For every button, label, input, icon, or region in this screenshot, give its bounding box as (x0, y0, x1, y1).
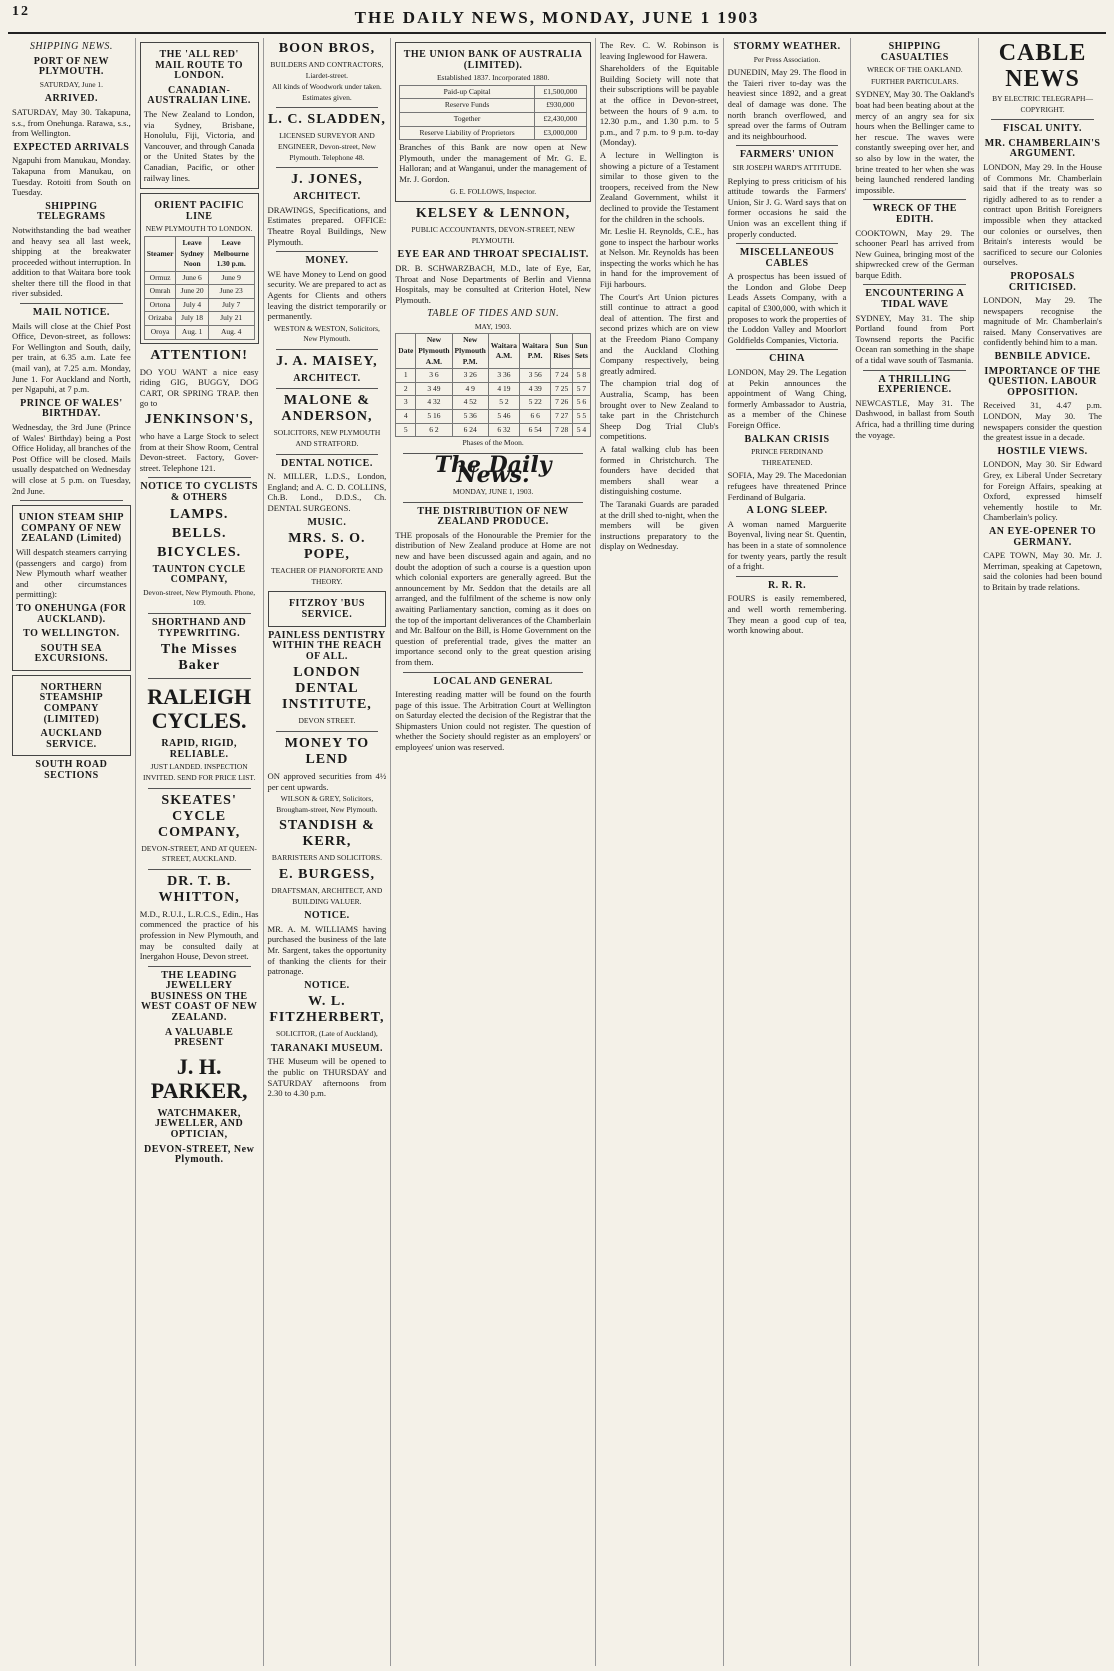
attention-heading: ATTENTION! (150, 347, 248, 363)
divider (863, 284, 966, 285)
table-cell: 5 36 (452, 410, 488, 424)
table-cell: 5 22 (520, 396, 551, 410)
column-local-news (596, 38, 724, 1666)
divider (403, 672, 583, 673)
orient-heading: ORIENT PACIFIC LINE (154, 200, 244, 222)
table-row (144, 312, 254, 326)
cable-subheading: BY ELECTRIC TELEGRAPH—COPYRIGHT. (992, 94, 1093, 114)
baker-name: The Misses Baker (160, 642, 238, 674)
table-row (144, 298, 254, 312)
table-cell: June 6 (176, 271, 208, 285)
table-cell: 6 54 (520, 423, 551, 437)
divider (148, 613, 251, 614)
skeates-heading: SKEATES' CYCLE COMPANY, (158, 792, 241, 840)
raleigh-heading: RALEIGH CYCLES. (147, 684, 252, 734)
table-cell: 7 28 (551, 423, 573, 437)
local-text: Interesting reading matter will be found on the fourth page of this issue. The Arbitration Court at Wellington on Saturday elected the decision of the Registrar that the Shipmasters Union could not register. The question of whether the Society should register as an employers' or employees' union was reserved. (395, 689, 591, 753)
divider (276, 251, 379, 252)
allred-heading: THE 'ALL RED' MAIL ROUTE TO LONDON. (155, 49, 244, 82)
dental-heading: DENTAL NOTICE. (280, 457, 373, 469)
burgess-subheading: DRAFTSMAN, ARCHITECT, AND BUILDING VALUER. (271, 885, 383, 906)
balkan-subheading: PRINCE FERDINAND THREATENED. (751, 447, 823, 467)
benbile-heading: BENBILE ADVICE. (994, 351, 1091, 363)
usc-text: Will despatch steamers carrying (passengers and cargo) from New Plymouth wharf weather and other circumstances permitting): (16, 546, 127, 600)
table-cell: 5 7 (572, 382, 590, 396)
tides-table (395, 333, 591, 437)
standish-name: STANDISH & KERR, (279, 818, 375, 850)
kelsey-subheading: PUBLIC ACCOUNTANTS, DEVON-STREET, NEW PLYMOUTH. (411, 225, 575, 245)
table-cell: Orizaba (144, 312, 176, 326)
table-header-cell: Waitara P.M. (520, 334, 551, 369)
sladden-subheading: LICENSED SURVEYOR AND ENGINEER, Devon-street, New Plymouth. Telephone 48. (277, 131, 376, 162)
farmers-text: Replying to press criticism of his attitude towards the Farmers' Union, Sir J. G. Ward says that on former occasions he said the Union was an excellent thing if properly conducted. (727, 175, 847, 239)
daily-news-masthead: The Daily News. (434, 451, 552, 489)
boon-subheading: BUILDERS AND CONTRACTORS, Liardet-street. (270, 60, 384, 80)
divider (736, 576, 839, 577)
table-cell: £1,500,000 (534, 85, 586, 99)
fitzroy-advert (268, 591, 387, 626)
table-cell: Ormuz (144, 271, 176, 285)
mail-heading: MAIL NOTICE. (32, 307, 110, 319)
table-cell: £3,000,000 (534, 126, 586, 140)
table-row (400, 112, 587, 126)
expected-text: Ngapuhi from Manukau, Monday. Takapuna from Manukau, on Tuesday. Rotoiti from South on Tuesday. (12, 155, 131, 198)
table-cell: 6 24 (452, 423, 488, 437)
raleigh-subheading: RAPID, RIGID, RELIABLE. (161, 738, 237, 760)
divider (20, 500, 123, 501)
nsco-subheading: AUCKLAND SERVICE. (40, 728, 103, 750)
bank-heading: THE UNION BANK OF AUSTRALIA (LIMITED). (403, 49, 583, 71)
maisey-name: J. A. MAISEY, (276, 353, 378, 369)
table-cell: Aug. 1 (176, 326, 208, 340)
allred-text: The New Zealand to London, via Sydney, Brisbane, Honolulu, Fiji, Victoria, and Vancouver, and through Canada or the United States by the Canadian, Pacific, or other railway lines. (143, 108, 255, 183)
proposals-heading: PROPOSALS CRITICISED. (1008, 270, 1077, 293)
divider (276, 731, 379, 732)
table-cell: July 7 (208, 298, 254, 312)
burgess-name: E. BURGESS, (278, 866, 376, 882)
cyclists-heading: NOTICE TO CYCLISTS & OTHERS (140, 481, 258, 503)
table-row (396, 369, 591, 383)
divider (991, 119, 1094, 120)
jones-subheading: ARCHITECT. (293, 191, 361, 203)
orient-sailings-table (144, 236, 255, 340)
column-shipping (8, 38, 136, 1666)
tidal-text: SYDNEY, May 31. The ship Portland found from Port Townsend reports the Pacific Ocean ran something in the shape of a tidal wave south of Tasmania. (855, 312, 975, 366)
divider (276, 167, 379, 168)
nsco-advert (12, 675, 131, 757)
bank-signature: G. E. FOLLOWS, Inspector. (450, 186, 537, 196)
expected-heading: EXPECTED ARRIVALS (13, 141, 130, 153)
table-cell: Together (400, 112, 535, 126)
port-heading: PORT OF NEW PLYMOUTH. (33, 55, 109, 78)
kelsey-name: KELSEY & LENNON, (415, 206, 571, 222)
table-cell: 5 46 (488, 410, 519, 424)
table-cell: 4 52 (452, 396, 488, 410)
casualties-heading: SHIPPING CASUALTIES (880, 41, 949, 63)
leader-heading: THE DISTRIBUTION OF NEW ZEALAND PRODUCE. (417, 505, 569, 528)
notice1-text: MR. A. M. WILLIAMS having purchased the business of the late Mr. Sargent, takes the opportunity of thanking the clients for their patronage. (267, 923, 387, 977)
table-cell: 4 9 (452, 382, 488, 396)
rrr-text: FOURS is easily remembered, and well worth remembering. They mean a good cup of tea, worth knowing about. (727, 593, 847, 636)
table-row (400, 85, 587, 99)
fiscal-heading: FISCAL UNITY. (1003, 123, 1083, 135)
table-cell: 6 32 (488, 423, 519, 437)
divider (736, 349, 839, 350)
table-cell: Oroya (144, 326, 176, 340)
south-road-heading: SOUTH ROAD SECTIONS (35, 759, 108, 782)
argument-text: LONDON, May 29. In the House of Commons Mr. Chamberlain said that if the treaty was so rigidly adhered to as to render a contract upon British Foreigners impossible when they attacked our colonies or ourselves, then Britain's interests would be sacrificed to secure our Colonies ourselves. (983, 161, 1102, 268)
bank-advert (395, 42, 591, 202)
lend-heading: MONEY TO LEND (284, 735, 370, 767)
table-cell: 5 8 (572, 369, 590, 383)
divider (276, 349, 379, 350)
prince-heading: PRINCE OF WALES' BIRTHDAY. (20, 397, 123, 420)
stormy-text: DUNEDIN, May 29. The flood in the Taieri river to-day was the heaviest since 1892, and a great deal of damage was done. The north branch overflowed, and spread over the farms of Outram and its neighbourhood. (727, 67, 847, 141)
table-cell: 3 6 (416, 369, 452, 383)
telegrams-text: Notwithstanding the bad weather and heavy sea all last week, shipping at the breakwater proceeded without interruption. In addition to that Waitara bore took shelter there till the flood in that river subsided. (12, 224, 131, 299)
fitzherbert-subheading: SOLICITOR, (Late of Auckland), (276, 1029, 378, 1039)
stormy-heading: STORMY WEATHER. (733, 41, 841, 52)
table-cell: Paid-up Capital (400, 85, 535, 99)
germany-heading: AN EYE-OPENER TO GERMANY. (989, 525, 1097, 548)
news-paragraph: A fatal walking club has been formed in Christchurch. The founders have decided that members shall wear a distinguishing costume. (599, 443, 719, 497)
parker-address: DEVON-STREET, New Plymouth. (143, 1143, 255, 1166)
bank-subheading: Established 1837. Incorporated 1880. (436, 73, 550, 83)
farmers-heading: FARMERS' UNION (739, 149, 835, 161)
table-header-cell: Leave Sydney Noon (176, 236, 208, 271)
orient-advert (140, 193, 259, 344)
casualties-subheading-2: FURTHER PARTICULARS. (871, 76, 959, 86)
china-text: LONDON, May 29. The Legation at Pekin announces the appointment of Wang Ching, formerly Ambassador to Austria, as a member of the Chinese Foreign Office. (727, 367, 847, 430)
usc-heading: UNION STEAM SHIP COMPANY OF NEW ZEALAND (Limited) (18, 512, 124, 545)
anderson-subheading: SOLICITORS, NEW PLYMOUTH AND STRATFORD. (273, 428, 381, 449)
boon-name: BOON BROS, (278, 41, 376, 56)
divider (276, 388, 379, 389)
news-paragraph: Mr. Leslie H. Reynolds, C.E., has gone to inspect the harbour works at Nelson. Mr. Reynolds has been inspecting the works which he has in hand for the improvement of Fiji harbours. (599, 226, 719, 290)
london-dental-name: LONDON DENTAL INSTITUTE, (282, 665, 372, 713)
table-cell: Aug. 4 (208, 326, 254, 340)
divider (148, 678, 251, 679)
sleep-heading: A LONG SLEEP. (746, 505, 828, 517)
column-cable-news (979, 38, 1106, 1666)
table-cell: 6 2 (416, 423, 452, 437)
leader-text: THE proposals of the Honourable the Premier for the distribution of New Zealand produce at Home are not new and have been discussed again and again, and no doubt the adoption of such a course is a question upon which colonial exporters are generally agreed. But the announcement by Mr. Seddon that the details are all arranged, and the fulfilment of the scheme is now only awaiting Parliamentary sanction, coming as it does on the top of the important deliverances of the Chamberlain and Mr. Balfour on the Bill, is Home Government on the question of preferential trade, gives the matter an importance second only to the great question arising from them. (395, 529, 591, 667)
divider (20, 303, 123, 304)
lamps-heading: LAMPS. (169, 506, 229, 522)
news-paragraph: Shareholders of the Equitable Building Society will note that their subscriptions will be payable at the office in Devon-street, between the hours of 9 a.m. to 12.30 p.m., and 1.30 p.m. to 5 p.m., and 7 p.m. to 9 p.m. to-day (Monday). (599, 63, 719, 148)
wilson-signature: WILSON & GREY, Solicitors, Brougham-street, New Plymouth. (276, 794, 378, 814)
divider (863, 370, 966, 371)
column-adverts-1 (136, 38, 264, 1666)
hostile-heading: HOSTILE VIEWS. (997, 445, 1088, 457)
table-row (144, 285, 254, 299)
pope-name: MRS. S. O. POPE, (288, 531, 366, 563)
parker-name: J. H. PARKER, (150, 1053, 248, 1103)
table-row (396, 410, 591, 424)
eye-text: DR. B. SCHWARZBACH, M.D., late of Eye, Ear, Throat and Nose Departments of Berlin and Vienna Hospitals, may be consulted at Criterion Hotel, New Plymouth. (395, 262, 591, 305)
table-row (400, 126, 587, 140)
column-bank-tides-leader (391, 38, 596, 1666)
page-number: 12 (12, 4, 30, 19)
money-text: WE have Money to Lend on good security. We are prepared to act as Agents for Clients and others leaving the district temporarily or permanently. (267, 268, 387, 322)
news-paragraph: The Court's Art Union pictures still continue to attract a good deal of attention. The first and second prizes which are on view at the Freedom Piano Company and the Auckland Clothing Company respectively, being greatly admired. (599, 291, 719, 376)
jones-text: DRAWINGS, Specifications, and Estimates prepared. OFFICE: Theatre Royal Buildings, New Plymouth. (267, 204, 387, 247)
prince-text: Wednesday, the 3rd June (Prince of Wales' Birthday) being a Post Office Holiday, all branches of the Post Office will be closed. Mails usually despatched on Wednesday will close at 5 p.m. on Tuesday, 2nd June. (12, 422, 131, 496)
weston-signature: WESTON & WESTON, Solicitors, New Plymouth. (273, 323, 380, 344)
jenkinson-name: JENKINSON'S, (144, 412, 254, 428)
divider (148, 966, 251, 967)
divider (276, 107, 379, 108)
boon-text: All kinds of Woodwork under taken. Estimates given. (272, 82, 382, 102)
table-header-cell: Steamer (144, 236, 176, 271)
edith-text: COOKTOWN, May 29. The schooner Pearl has arrived from New Guinea, bringing most of the shipwrecked crew of the German barque Edith. (855, 227, 975, 280)
proposals-text: LONDON, May 29. The newspapers recognise the magnitude of Mr. Chamberlain's raised. Many Conservatives are confidently behind him to a man. (983, 295, 1102, 348)
edith-heading: WRECK OF THE EDITH. (872, 203, 957, 225)
table-cell: 7 27 (551, 410, 573, 424)
table-cell: 6 6 (520, 410, 551, 424)
table-header-cell: Date (396, 334, 416, 369)
column-adverts-2 (264, 38, 392, 1666)
fitzroy-heading: FITZROY 'BUS SERVICE. (288, 598, 365, 620)
tides-heading: TABLE OF TIDES AND SUN. (427, 308, 560, 320)
wellington-heading: TO WELLINGTON. (23, 628, 120, 640)
stormy-source: Per Press Association. (753, 54, 821, 64)
table-cell: Reserve Funds (400, 99, 535, 113)
shipping-date: SATURDAY, June 1. (39, 79, 104, 89)
allred-subheading: CANADIAN-AUSTRALIAN LINE. (147, 84, 251, 107)
column-shipping-casualties (851, 38, 979, 1666)
table-cell: July 18 (176, 312, 208, 326)
table-cell: 7 25 (551, 382, 573, 396)
eye-heading: EYE EAR AND THROAT SPECIALIST. (397, 249, 589, 261)
divider (148, 869, 251, 870)
lend-text: ON approved securities from 4½ per cent upwards. (267, 770, 387, 792)
casualties-text: SYDNEY, May 30. The Oakland's boat had been beating about at the mercy of an angry sea for six hours when the Bellinger came to her rescue. The waves were constantly sweeping over her, and so also by low in the water, the brine treated to her when she was being launched rendered landing impossible. (855, 89, 975, 195)
museum-text: THE Museum will be opened to the public on THURSDAY and SATURDAY afternoons from 2.30 to 4.30 p.m. (267, 1056, 387, 1099)
table-header-cell: Sun Rises (551, 334, 573, 369)
table-cell: 7 26 (551, 396, 573, 410)
farmers-subheading: SIR JOSEPH WARD'S ATTITUDE. (732, 162, 842, 172)
cable-heading: CABLE NEWS (998, 40, 1087, 92)
arrived-heading: ARRIVED. (44, 93, 98, 105)
labour-heading: IMPORTANCE OF THE QUESTION. LABOUR OPPOSITION. (984, 365, 1101, 398)
tidal-heading: ENCOUNTERING A TIDAL WAVE (865, 288, 965, 311)
allred-advert (140, 42, 259, 189)
balkan-text: SOFIA, May 29. The Macedonian refugees have threatened Prince Ferdinand of Bulgaria. (727, 470, 847, 502)
table-row (396, 396, 591, 410)
rrr-heading: R. R. R. (767, 579, 807, 591)
jenkinson-text: who have a Large Stock to select from at their Show Room, Central Devon-street. Factory, Gover-street. Telephone 121. (139, 431, 259, 473)
shipping-heading: SHIPPING NEWS. (29, 41, 113, 52)
divider (148, 788, 251, 789)
table-cell: £2,430,000 (534, 112, 586, 126)
table-cell: 7 24 (551, 369, 573, 383)
table-header-cell: Sun Sets (572, 334, 590, 369)
bicycles-heading: BICYCLES. (157, 544, 242, 560)
table-header-cell: Waitara A.M. (488, 334, 519, 369)
bank-text: Branches of this Bank are now open at New Plymouth, under the management of Mr. G. E. Halloran; and at Wanganui, under the management of Mr. J. Gordon. (399, 142, 587, 184)
misc-text: A prospectus has been issued of the London and Globe Deep Leads Assets Company, with a capital of £300,000, with which it proposes to work the properties of the Loddon Valley and Moorlort Goldfields Companies, Victoria. (727, 271, 847, 345)
tides-subheading: MAY, 1903. (474, 321, 512, 331)
divider (403, 502, 583, 503)
table-cell: June 23 (208, 285, 254, 299)
table-header-cell: New Plymouth P.M. (452, 334, 488, 369)
divider (276, 454, 379, 455)
news-paragraph: The Rev. C. W. Robinson is leaving Inglewood for Hawera. (599, 40, 719, 61)
table-cell: 3 56 (520, 369, 551, 383)
news-paragraph: A lecture in Wellington is showing a picture of a Testament similar to those given to the troopers, received from the New Zealand Government, whilst it declined to provide the Testament for the children in the schools. (599, 149, 719, 224)
table-cell: 5 2 (488, 396, 519, 410)
bells-heading: BELLS. (171, 525, 227, 541)
excursions-heading: SOUTH SEA EXCURSIONS. (34, 642, 109, 665)
table-cell: June 9 (208, 271, 254, 285)
local-heading: LOCAL AND GENERAL (433, 675, 553, 687)
onehunga-heading: TO ONEHUNGA (FOR AUCKLAND). (16, 602, 127, 625)
divider (736, 243, 839, 244)
table-cell: 2 (396, 382, 416, 396)
table-cell: 1 (396, 369, 416, 383)
argument-heading: MR. CHAMBERLAIN'S ARGUMENT. (984, 137, 1101, 160)
table-cell: 5 5 (572, 410, 590, 424)
raleigh-text: JUST LANDED. INSPECTION INVITED. SEND FOR PRICE LIST. (142, 762, 256, 782)
notice1-heading: NOTICE. (304, 910, 350, 922)
thrill-heading: A THRILLING EXPERIENCE. (878, 373, 952, 396)
london-dental-subheading: DEVON STREET. (298, 716, 356, 726)
jones-name: J. JONES, (291, 172, 363, 188)
parker-notice: THE LEADING JEWELLERY BUSINESS ON THE WEST COAST OF NEW ZEALAND. (140, 969, 258, 1024)
news-paragraph: The champion trial dog of Australia, Scamp, has been brought over to New Zealand to take part in the Christchurch Sheep Dog Trial Club's competitions. (599, 378, 719, 442)
moon-heading: Phases of the Moon. (462, 438, 524, 448)
table-cell: Ortona (144, 298, 176, 312)
table-cell: July 21 (208, 312, 254, 326)
mail-text: Mails will close at the Chief Post Office, Devon-street, as follows: For Wellington and South, daily, per train, at 6.35 a.m. Late fee (mail van), at 7.25 a.m. Monday, June 1. For Auckland and North, per Ngapuhi, at 7 p.m. (12, 320, 131, 395)
news-paragraph: The Taranaki Guards are paraded at the drill shed to-night, when the members will be given instructions preparatory to the display on Wednesday. (599, 498, 719, 552)
painless-heading: PAINLESS DENTISTRY WITHIN THE REACH OF ALL. (268, 629, 386, 662)
china-heading: CHINA (769, 353, 805, 365)
standish-subheading: BARRISTERS AND SOLICITORS. (271, 853, 382, 863)
masthead-title: THE DAILY NEWS, MONDAY, JUNE 1 1903 (354, 8, 760, 27)
table-row (396, 382, 591, 396)
leader-date: MONDAY, JUNE 1, 1903. (452, 487, 534, 496)
column-telegrams (724, 38, 852, 1666)
attention-text: DO YOU WANT a nice easy riding GIG, BUGGY, DOG CART, OR SPRING TRAP. then go to (139, 366, 259, 409)
table-header-cell: Leave Melbourne 1.30 p.m. (208, 236, 254, 271)
nsco-heading: NORTHERN STEAMSHIP COMPANY (LIMITED) (39, 681, 104, 725)
germany-text: CAPE TOWN, May 30. Mr. J. Merriman, speaking at Capetown, said the colonies had been bound to Britain by trade relations. (983, 550, 1102, 592)
whitton-text: M.D., R.U.I., L.R.C.S., Edin., Has commenced the practice of his profession in New Plymouth, and may be consulted daily at Inergahon House, Devon street. (139, 908, 259, 962)
table-cell: July 4 (176, 298, 208, 312)
casualties-subheading: WRECK OF THE OAKLAND. (866, 65, 963, 75)
table-cell: June 20 (176, 285, 208, 299)
misc-heading: MISCELLANEOUS CABLES (739, 247, 835, 269)
money-heading: MONEY. (305, 255, 349, 267)
table-cell: 3 26 (452, 369, 488, 383)
thrill-text: NEWCASTLE, May 31. The Dashwood, in ballast from South Africa, had a thrilling time during the voyage. (855, 397, 975, 440)
anderson-name: MALONE & ANDERSON, (281, 393, 373, 425)
parker-subheading: WATCHMAKER, JEWELLER, AND OPTICIAN, (155, 1107, 244, 1141)
divider (863, 199, 966, 200)
shorthand-heading: SHORTHAND AND TYPEWRITING. (152, 616, 247, 639)
whitton-name: DR. T. B. WHITTON, (158, 873, 240, 905)
columns (8, 38, 1106, 1666)
table-cell: 4 19 (488, 382, 519, 396)
dental-text: N. MILLER, L.D.S., London, England; and A. C. D. COLLINS, Ch.B. Lond., D.D.S., Ch. DENTAL SURGEONS. (267, 471, 387, 514)
fitzherbert-name: W. L. FITZHERBERT, (269, 994, 385, 1026)
table-cell: 3 (396, 396, 416, 410)
table-cell: £930,000 (534, 99, 586, 113)
arrived-text: SATURDAY, May 30. Takapuna, s.s., from Onehunga. Rarawa, s.s., from Wellington. (12, 106, 131, 139)
taunton-text: Devon-street, New Plymouth. Phone, 109. (143, 587, 256, 608)
table-row (400, 99, 587, 113)
masthead (8, 4, 1106, 34)
divider (148, 477, 251, 478)
table-header-cell: New Plymouth A.M. (416, 334, 452, 369)
table-cell: Reserve Liability of Proprietors (400, 126, 535, 140)
pope-subheading: TEACHER OF PIANOFORTE AND THEORY. (270, 566, 383, 586)
table-cell: 5 6 (572, 396, 590, 410)
skeates-text: DEVON-STREET, AND AT QUEEN-STREET, AUCKLAND. (141, 843, 257, 864)
orient-subheading: NEW PLYMOUTH TO LONDON. (145, 224, 253, 234)
table-cell: 4 32 (416, 396, 452, 410)
usc-advert (12, 505, 131, 671)
table-cell: 3 49 (416, 382, 452, 396)
divider (736, 145, 839, 146)
table-cell: 4 (396, 410, 416, 424)
museum-heading: TARANAKI MUSEUM. (270, 1042, 384, 1054)
sladden-name: L. C. SLADDEN, (267, 112, 386, 128)
table-cell: 3 36 (488, 369, 519, 383)
table-row (144, 326, 254, 340)
notice2-heading: NOTICE. (304, 979, 350, 991)
taunton-name: TAUNTON CYCLE COMPANY, (152, 563, 246, 586)
table-row (144, 271, 254, 285)
balkan-heading: BALKAN CRISIS (744, 433, 830, 445)
table-cell: 5 16 (416, 410, 452, 424)
hostile-text: LONDON, May 30. Sir Edward Grey, ex Liberal Under Secretary for Foreign Affairs, speaking at Oxford, expressed himself vehemently hostile to Mr. Chamberlain's policy. (983, 459, 1102, 523)
music-heading: MUSIC. (307, 516, 347, 528)
table-cell: 4 39 (520, 382, 551, 396)
table-cell: Omrah (144, 285, 176, 299)
table-row (396, 423, 591, 437)
table-cell: 5 4 (572, 423, 590, 437)
sleep-text: A woman named Marguerite Boyenval, living near St. Quentin, has been in a state of somnolence for twenty years, partly the result of a fright. (727, 518, 847, 572)
bank-capital-table (399, 85, 587, 140)
valuable-heading: A VALUABLE PRESENT (165, 1026, 234, 1049)
labour-text: Received 31, 4.47 p.m. LONDON, May 30. The newspapers consider the question the greatest issue in a decade. (983, 400, 1102, 443)
table-cell: 5 (396, 423, 416, 437)
telegrams-heading: SHIPPING TELEGRAMS (37, 200, 106, 223)
maisey-subheading: ARCHITECT. (293, 372, 361, 384)
